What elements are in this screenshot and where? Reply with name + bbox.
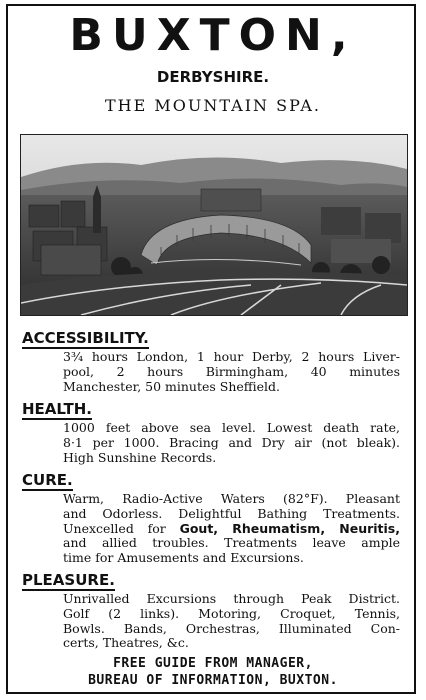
town-photograph-illustration — [21, 135, 407, 315]
cure-text — [63, 492, 400, 566]
pleasure-line: certs, Theatres, &c. — [63, 635, 189, 651]
health-line: 8·1 per 1000. Bracing and Dry air (not bleak). — [63, 434, 400, 450]
cure-line: time for Amusements and Excursions. — [63, 550, 304, 566]
cure-line: and allied troubles. Treatments leave ample — [63, 535, 400, 551]
cure-ailments: Gout, Rheumatism, Neuritis, — [179, 520, 400, 536]
pleasure-heading: PLEASURE. — [22, 571, 115, 589]
accessibility-heading: ACCESSIBILITY. — [22, 329, 149, 347]
cure-line-prefix: Unexcelled for — [63, 520, 180, 536]
accessibility-line: 3¾ hours London, 1 hour Derby, 2 hours Liver- — [63, 349, 400, 364]
cure-line: Warm, Radio-Active Waters (82°F). Pleasant — [63, 491, 400, 506]
health-line: High Sunshine Records. — [63, 449, 217, 465]
accessibility-line: Manchester, 50 minutes Sheffield. — [63, 378, 281, 394]
pleasure-line: Bowls. Bands, Orchestras, Illuminated Con- — [63, 620, 400, 636]
accessibility-line: pool, 2 hours Birmingham, 40 minutes — [63, 363, 400, 379]
health-heading: HEALTH. — [22, 400, 92, 418]
cure-heading: CURE. — [22, 471, 73, 489]
cure-line — [63, 522, 400, 537]
pleasure-line: Golf (2 links). Motoring, Croquet, Tennis, — [63, 605, 400, 621]
health-line: 1000 feet above sea level. Lowest death rate, — [63, 420, 400, 435]
health-text — [63, 421, 400, 465]
cure-line: and Odorless. Delightful Bathing Treatments. — [63, 505, 400, 521]
pleasure-text — [63, 592, 400, 651]
footer-line-2: BUREAU OF INFORMATION, BUXTON. — [88, 673, 338, 688]
accessibility-text — [63, 350, 400, 394]
pleasure-line: Unrivalled Excursions through Peak District. — [63, 591, 400, 606]
ad-subtitle: DERBYSHIRE. — [156, 68, 270, 86]
ad-title: BUXTON, — [69, 10, 357, 61]
town-photograph — [20, 134, 408, 316]
footer-line-1: FREE GUIDE FROM MANAGER, — [113, 656, 313, 671]
ad-tagline: THE MOUNTAIN SPA. — [104, 96, 322, 115]
